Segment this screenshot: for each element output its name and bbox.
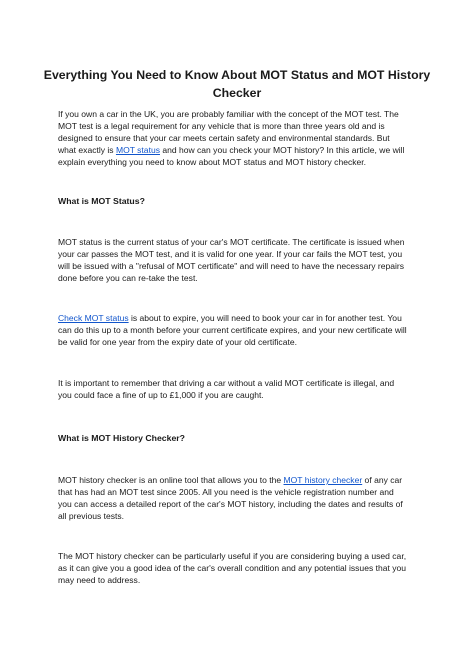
- intro-paragraph: If you own a car in the UK, you are probably familiar with the concept of the MOT test. The MOT test is a legal requirement for any vehicle that is more than three years old and is designed to ensure that your car meets certain safety and environmental standards. But what exactly is MOT status and how can you check your MOT history? In this article, we will explain everything you need to know about MOT status and MOT history checker.: [58, 109, 405, 167]
- page-title-line-1: Everything You Need to Know About MOT Status and MOT History: [43, 68, 431, 82]
- page-title-line-2: Checker: [212, 86, 262, 100]
- mot-history-paragraph-1: MOT history checker is an online tool that allows you to the MOT history checker of any car that has had an MOT test since 2005. All you need is the vehicle registration number and you can access a detailed report of the car's MOT history, including the dates and results of all previous tests.: [58, 475, 403, 521]
- page-title: [40, 66, 434, 102]
- check-mot-status-link[interactable]: Check MOT status: [58, 313, 129, 323]
- mot-status-paragraph-1: MOT status is the current status of your car's MOT certificate. The certificate is issued when your car passes the MOT test, and it is valid for one year. If your car fails the MOT test, you will be issued with a "refusal of MOT certificate" and will need to have the necessary repairs done before you can re-take the test.: [58, 237, 405, 283]
- mot-status-paragraph-2: Check MOT status is about to expire, you will need to book your car in for another test. You can do this up to a month before your current certificate expires, and your new certificate will be valid for one year from the expiry date of your old certificate.: [58, 313, 407, 347]
- mot-history-paragraph-2: The MOT history checker can be particularly useful if you are considering buying a used car, as it can give you a good idea of the car's overall condition and any potential issues that you may need to address.: [58, 551, 407, 585]
- mot-status-link[interactable]: MOT status: [115, 145, 160, 155]
- section-heading-mot-history-checker: What is MOT History Checker?: [58, 433, 185, 443]
- mot-status-paragraph-3: It is important to remember that driving a car without a valid MOT certificate is illegal, and you could face a fine of up to £1,000 if you are caught.: [58, 378, 395, 400]
- section-heading-mot-status: What is MOT Status?: [58, 196, 145, 206]
- mot-history-checker-link[interactable]: MOT history checker: [283, 475, 363, 485]
